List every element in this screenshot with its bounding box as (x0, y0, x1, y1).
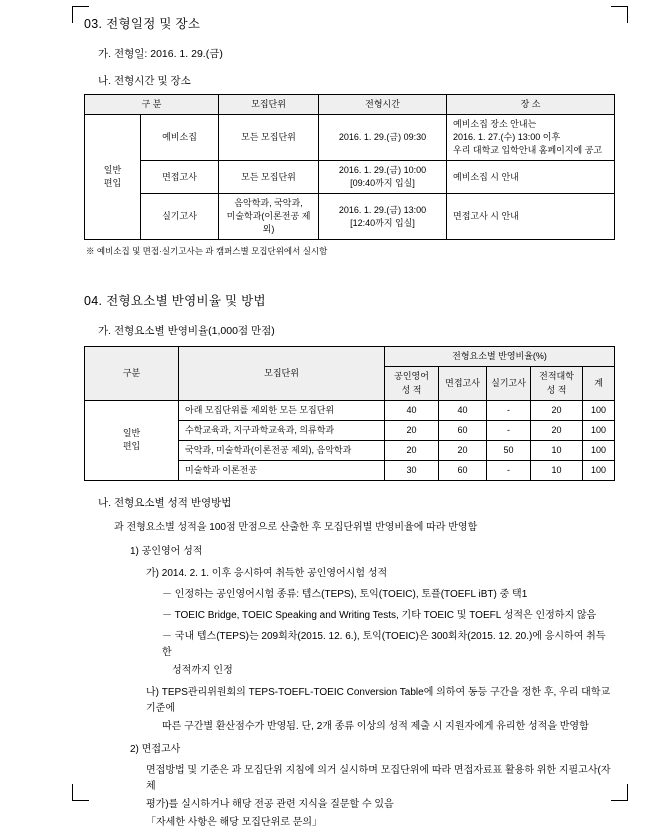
row-time: 2016. 1. 29.(금) 13:00 [12:40까지 입실] (319, 194, 447, 240)
row-unit: 모든 모집단위 (219, 115, 319, 161)
row-prev-univ: 10 (531, 440, 583, 460)
row-time: 2016. 1. 29.(금) 09:30 (319, 115, 447, 161)
row-english: 30 (385, 460, 439, 480)
ratio-table (84, 346, 615, 480)
section-04-sub-b: 나. 전형요소별 성적 반영방법 (98, 496, 232, 509)
row-unit: 미술학과 이론전공 (179, 460, 385, 480)
section-03-sub-a: 가. 전형일: 2016. 1. 29.(금) (98, 48, 223, 60)
body-line: 따른 구간별 환산점수가 반영됨. 단, 2개 종류 이상의 성적 제출 시 지원자에게 유리한 성적을 반영함 (162, 720, 589, 732)
th-time: 전형시간 (319, 95, 447, 115)
table-header-row (85, 95, 615, 115)
th-place: 장 소 (447, 95, 615, 115)
row-prev-univ: 20 (531, 420, 583, 440)
row-total: 100 (583, 460, 615, 480)
row-prev-univ: 10 (531, 460, 583, 480)
th-division: 구분 (85, 347, 179, 400)
row-english: 40 (385, 400, 439, 420)
row-unit: 아래 모집단위를 제외한 모든 모집단위 (179, 400, 385, 420)
body-line: 2) 면접고사 (130, 743, 181, 755)
th-ratio-group: 전형요소별 반영비율(%) (385, 347, 615, 367)
row-practical: - (487, 400, 531, 420)
th-practical: 실기고사 (487, 367, 531, 400)
section-spacer (84, 257, 614, 291)
schedule-table-note: ※ 예비소집 및 면접·실기고사는 과 캠퍼스별 모집단위에서 실시함 (86, 246, 328, 257)
row-place: 예비소집 시 안내 (447, 161, 615, 194)
section-03-sub-b: 나. 전형시간 및 장소 (98, 75, 191, 87)
th-unit: 모집단위 (179, 347, 385, 400)
table-header-row (85, 347, 615, 367)
row-time: 2016. 1. 29.(금) 10:00 [09:40까지 입실] (319, 161, 447, 194)
document-content (84, 14, 614, 833)
row-total: 100 (583, 440, 615, 460)
body-line: 「자세한 사항은 해당 모집단위로 문의」 (146, 816, 323, 828)
section-03-title: 전형일정 및 장소 (106, 17, 201, 31)
body-line: － TOEIC Bridge, TOEIC Speaking and Writing Tests, 기타 TOEIC 및 TOEFL 성적은 인정하지 않음 (162, 609, 597, 621)
body-line: 1) 공인영어 성적 (130, 545, 203, 557)
row-interview: 60 (439, 460, 487, 480)
th-english: 공인영어 성 적 (385, 367, 439, 400)
section-04-heading (84, 291, 614, 309)
body-line: 과 전형요소별 성적을 100점 만점으로 산출한 후 모집단위별 반영비율에 따라 반영함 (114, 521, 478, 533)
row-total: 100 (583, 400, 615, 420)
row-practical: - (487, 420, 531, 440)
row-unit: 국악과, 미술학과(이론전공 제외), 음악학과 (179, 440, 385, 460)
schedule-table (84, 94, 615, 240)
row-interview: 60 (439, 420, 487, 440)
row-practical: 50 (487, 440, 531, 460)
row-type: 실기고사 (141, 194, 219, 240)
body-line: 성적까지 인정 (172, 664, 233, 676)
th-interview: 면접고사 (439, 367, 487, 400)
table-row (85, 400, 615, 420)
th-total: 계 (583, 367, 615, 400)
row-total: 100 (583, 420, 615, 440)
body-line: 가) 2014. 2. 1. 이후 응시하여 취득한 공인영어시험 성적 (146, 567, 388, 579)
th-prev-univ: 전적대학 성 적 (531, 367, 583, 400)
body-line: － 국내 텝스(TEPS)는 209회차(2015. 12. 6.), 토익(TOEIC)은 300회차(2015. 12. 20.)에 응시하여 취득한 (162, 630, 606, 658)
row-interview: 20 (439, 440, 487, 460)
row-prev-univ: 20 (531, 400, 583, 420)
section-04-sub-a: 가. 전형요소별 반영비율(1,000점 만점) (98, 325, 275, 338)
section-03-heading (84, 14, 614, 32)
row-type: 면접고사 (141, 161, 219, 194)
section-04-number: 04. (84, 294, 103, 309)
table-row (85, 194, 615, 240)
section-04-title: 전형요소별 반영비율 및 방법 (106, 294, 266, 309)
row-interview: 40 (439, 400, 487, 420)
th-division: 구 분 (85, 95, 219, 115)
row-unit: 음악학과, 국악과, 미술학과(이론전공 제외) (219, 194, 319, 240)
row-unit: 모든 모집단위 (219, 161, 319, 194)
rowgroup-label: 일반 편입 (85, 400, 179, 480)
th-unit: 모집단위 (219, 95, 319, 115)
body-line: 면접방법 및 기준은 과 모집단위 지침에 의거 실시하며 모집단위에 따라 면접자료표 활용하 위한 지필고사(자체 (146, 764, 611, 792)
row-place: 예비소집 장소 안내는 2016. 1. 27.(수) 13:00 이후 우리 대학교 입학안내 홈페이지에 공고 (447, 115, 615, 161)
body-line: － 인정하는 공인영어시험 종류: 텝스(TEPS), 토익(TOEIC), 토플(TOEFL iBT) 중 택1 (162, 588, 528, 600)
rowgroup-label: 일반 편입 (85, 115, 141, 240)
row-practical: - (487, 460, 531, 480)
row-english: 20 (385, 420, 439, 440)
table-row (85, 161, 615, 194)
body-line: 나) TEPS관리위원회의 TEPS-TOEFL-TOEIC Conversion Table에 의하여 동등 구간을 정한 후, 우리 대학교 기준에 (146, 686, 611, 714)
row-place: 면접고사 시 안내 (447, 194, 615, 240)
table-row (85, 115, 615, 161)
section-03-number: 03. (84, 17, 103, 31)
row-type: 예비소집 (141, 115, 219, 161)
body-line: 평가)를 실시하거나 해당 전공 관련 지식을 질문할 수 있음 (146, 798, 394, 810)
row-unit: 수학교육과, 지구과학교육과, 의류학과 (179, 420, 385, 440)
row-english: 20 (385, 440, 439, 460)
